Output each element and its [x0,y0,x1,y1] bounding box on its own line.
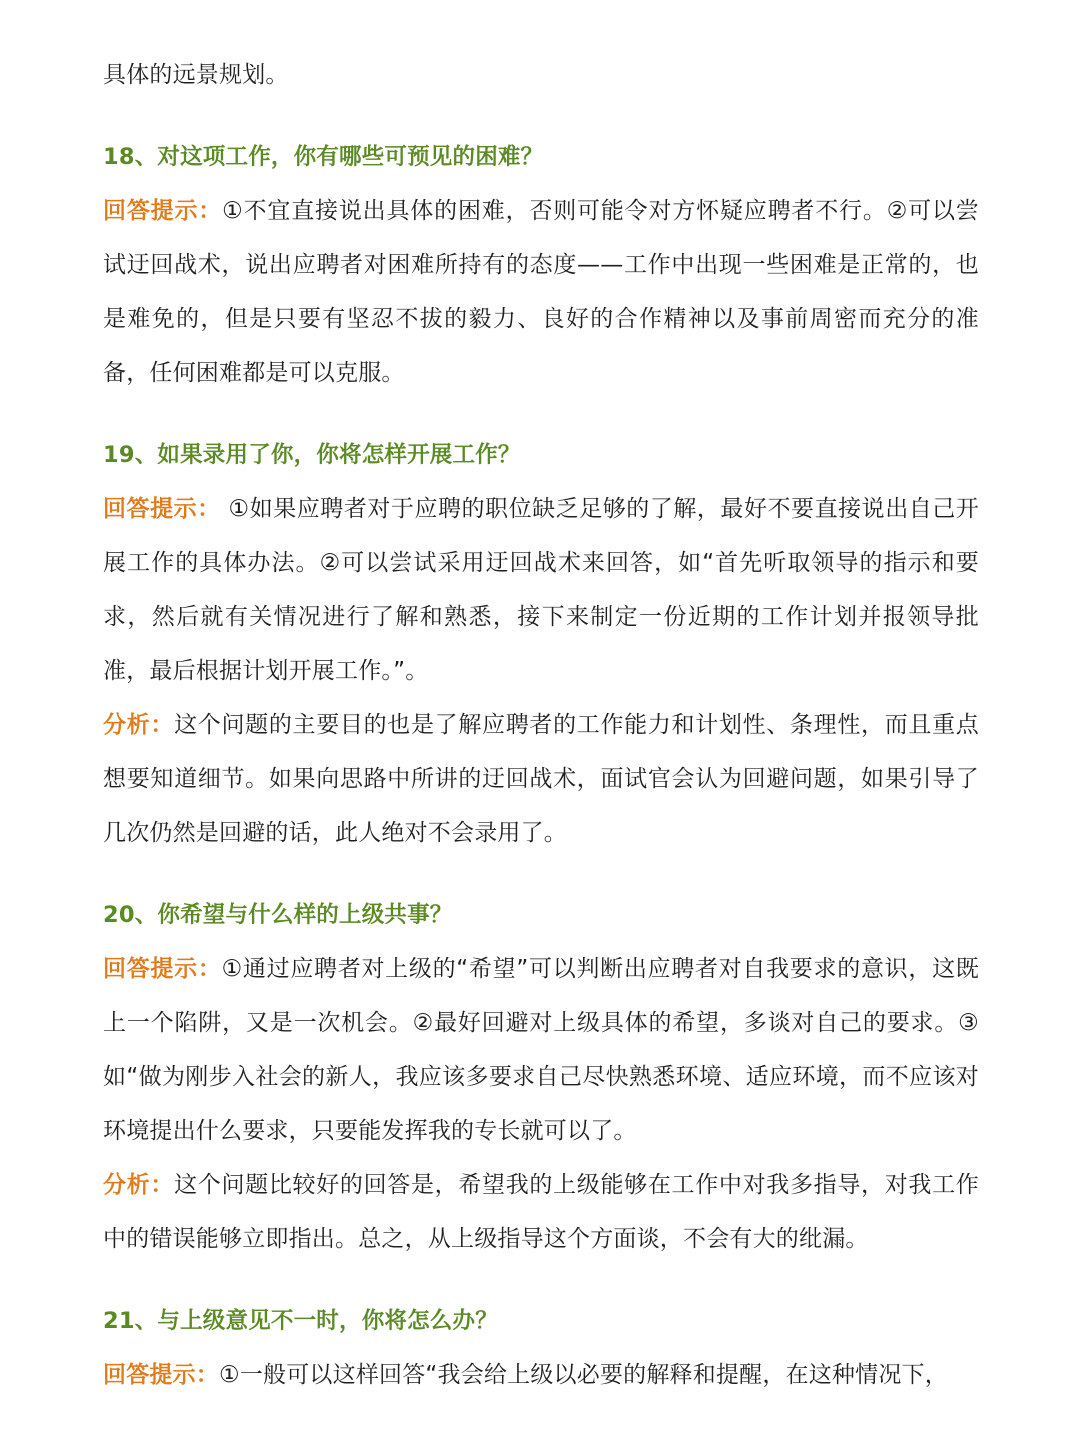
question-19-analysis [103,698,979,860]
answer-text: ①不宜直接说出具体的困难，否则可能令对方怀疑应聘者不行。②可以尝试迂回战术，说出应聘者对困难所持有的态度——工作中出现一些困难是正常的，也是难免的，但是只要有坚忍不拔的毅力、良好的合作精神以及事前周密而充分的准备，任何困难都是可以克服。 [103,198,980,386]
answer-text: ①如果应聘者对于应聘的职位缺乏足够的了解，最好不要直接说出自己开展工作的具体办法。②可以尝试采用迂回战术来回答，如“首先听取领导的指示和要求，然后就有关情况进行了解和熟悉，接下来制定一份近期的工作计划并报领导批准，最后根据计划开展工作。”。 [103,496,980,684]
spacer [103,860,979,888]
question-20-section [103,888,979,1266]
intro-text: 具体的远景规划。 [103,62,289,88]
question-19-answer [103,482,979,698]
question-19-section [103,428,979,860]
intro-paragraph [103,48,979,102]
answer-text: ①一般可以这样回答“我会给上级以必要的解释和提醒，在这种情况下， [219,1362,948,1388]
answer-label: 回答提示： [103,956,222,982]
question-18-answer [103,184,979,400]
question-20-title: 20、你希望与什么样的上级共事？ [103,902,453,928]
question-19-title: 19、如果录用了你，你将怎样开展工作？ [103,442,521,468]
question-21-section [103,1294,979,1402]
analysis-label: 分析： [103,1172,175,1198]
analysis-label: 分析： [103,712,175,738]
answer-label: 回答提示： [103,1362,219,1388]
answer-label: 回答提示： [103,198,223,224]
answer-text: ①通过应聘者对上级的“希望”可以判断出应聘者对自我要求的意识，这既上一个陷阱，又是一次机会。②最好回避对上级具体的希望，多谈对自己的要求。③如“做为刚步入社会的新人，我应该多要求自己尽快熟悉环境、适应环境，而不应该对环境提出什么要求，只要能发挥我的专长就可以了。 [103,956,979,1144]
question-21-answer [103,1348,979,1402]
question-20-analysis [103,1158,979,1266]
answer-label: 回答提示： [103,496,221,522]
document-page [103,48,979,1402]
question-21-title: 21、与上级意见不一时，你将怎么办？ [103,1308,498,1334]
spacer [103,400,979,428]
question-18-title: 18、对这项工作，你有哪些可预见的困难？ [103,144,544,170]
analysis-text: 这个问题比较好的回答是，希望我的上级能够在工作中对我多指导，对我工作中的错误能够立即指出。总之，从上级指导这个方面谈，不会有大的纰漏。 [103,1172,979,1252]
analysis-text: 这个问题的主要目的也是了解应聘者的工作能力和计划性、条理性，而且重点想要知道细节。如果向思路中所讲的迂回战术，面试官会认为回避问题，如果引导了几次仍然是回避的话，此人绝对不会录用了。 [103,712,979,846]
spacer [103,102,979,130]
spacer [103,1266,979,1294]
question-20-answer [103,942,979,1158]
question-18-section [103,130,979,400]
